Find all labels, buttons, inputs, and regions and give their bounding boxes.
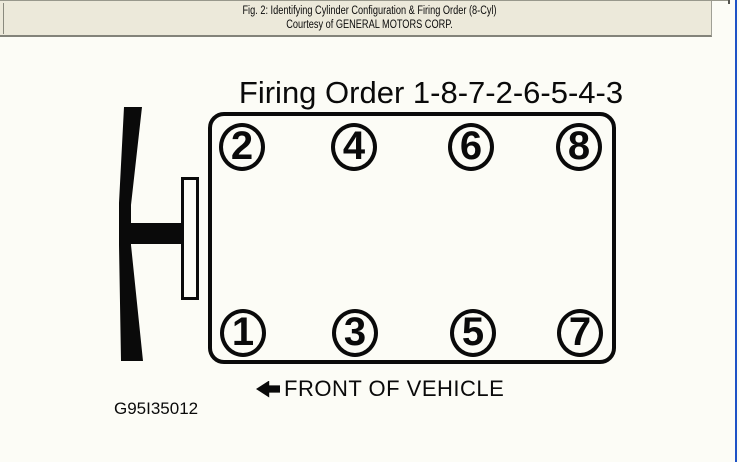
- front-of-vehicle-indicator: [256, 376, 504, 402]
- cylinder-badge-6: 6: [448, 123, 494, 171]
- scrollbar-remnant: [728, 0, 730, 4]
- cylinder-badge-1: 1: [220, 309, 266, 357]
- engine-block-outline: [208, 112, 616, 364]
- figure-caption-line1: Fig. 2: Identifying Cylinder Configuration & Firing Order (8-Cyl): [242, 5, 497, 17]
- cylinder-badge-2: 2: [219, 123, 265, 171]
- caption-bar-groove: [3, 3, 4, 34]
- figure-image-code: G95I35012: [114, 399, 199, 418]
- figure-caption: [74, 4, 665, 32]
- cylinder-badge-5: 5: [450, 309, 496, 357]
- left-arrow-icon: [256, 381, 280, 398]
- window-right-border: [735, 0, 737, 462]
- cylinder-badge-4: 4: [331, 123, 377, 171]
- figure-caption-line2: Courtesy of GENERAL MOTORS CORP.: [286, 19, 453, 31]
- firing-order-label: Firing Order 1-8-7-2-6-5-4-3: [238, 75, 624, 110]
- front-of-vehicle-label: FRONT OF VEHICLE: [284, 376, 505, 401]
- cylinder-badge-3: 3: [332, 309, 378, 357]
- cylinder-badge-8: 8: [556, 123, 602, 171]
- fan-shaft-shape: [128, 223, 185, 244]
- fan-pulley-side-view-icon: [95, 100, 210, 370]
- pulley-shape: [183, 179, 198, 299]
- cylinder-badge-7: 7: [557, 309, 603, 357]
